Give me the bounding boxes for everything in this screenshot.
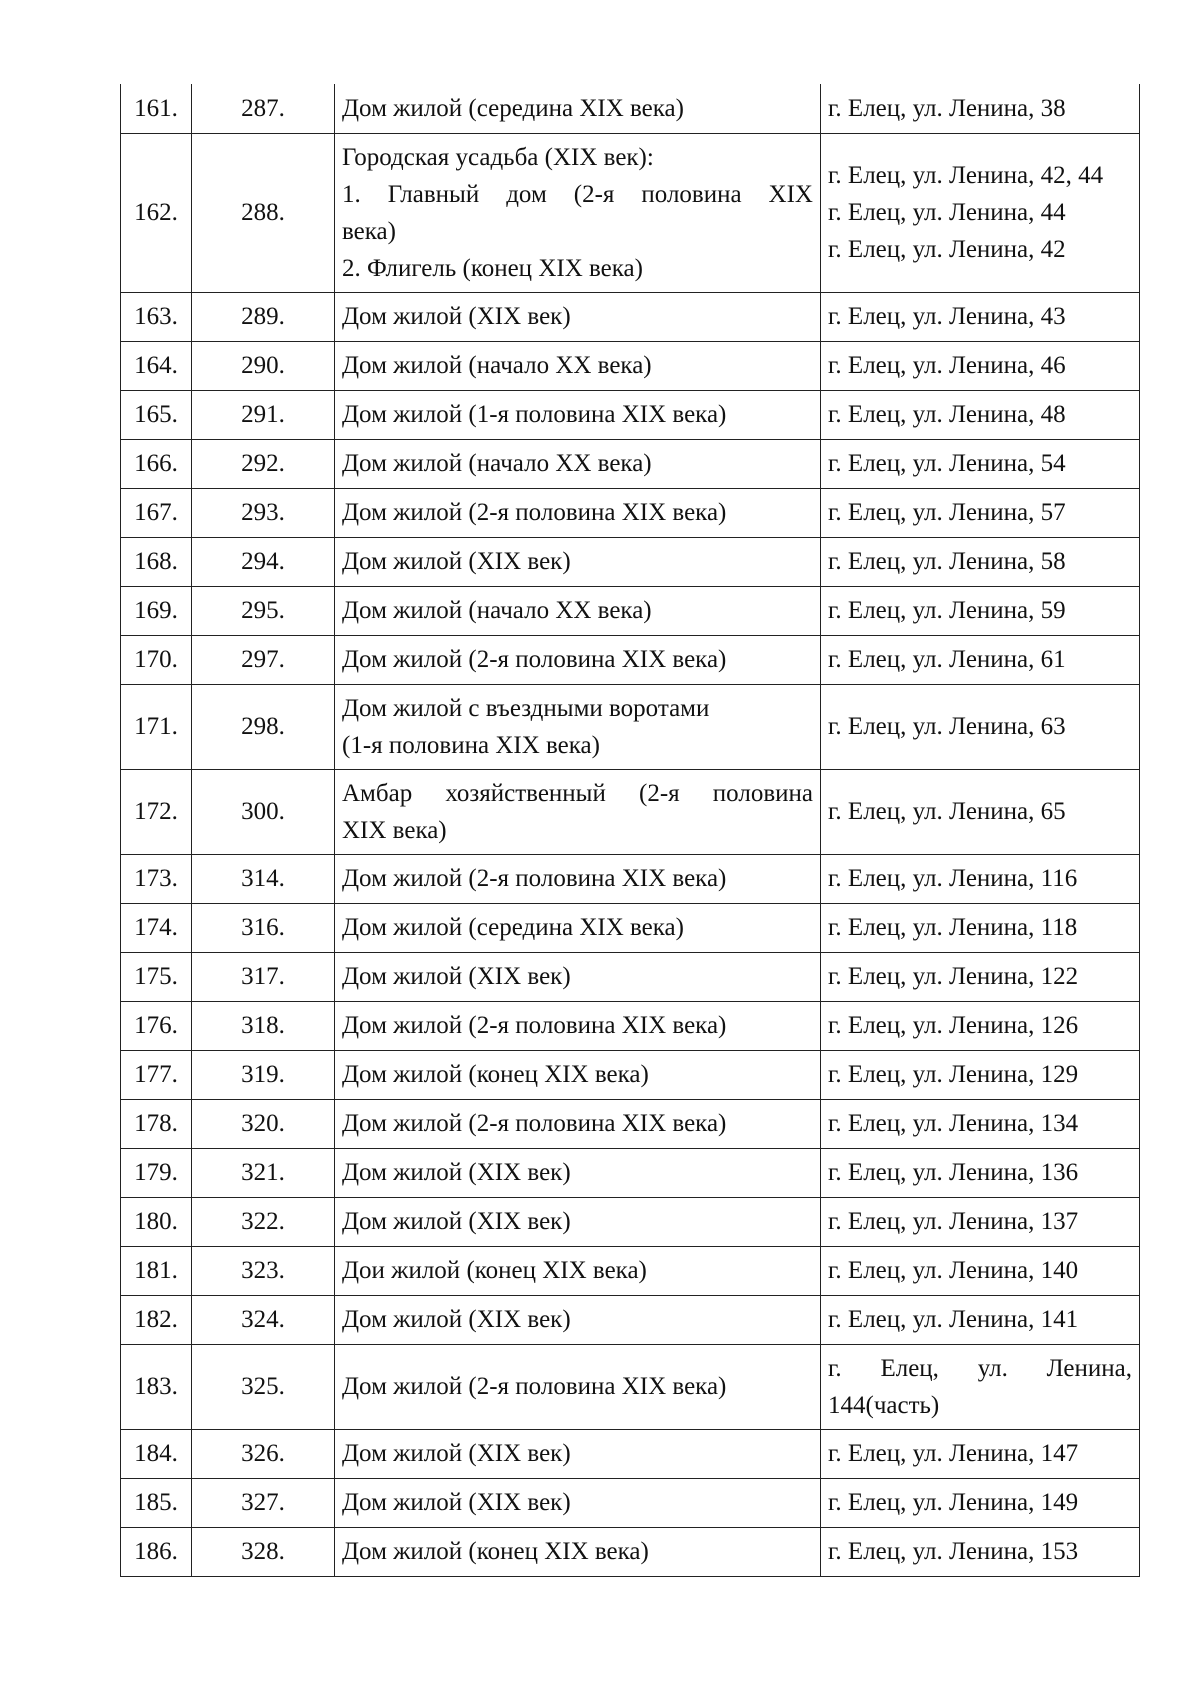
register-number-cell: 287. [192,84,335,133]
row-number-cell: 172. [121,769,192,854]
address-cell [821,1148,1140,1197]
object-name-line: Дои жилой (конец XIX века) [342,1257,647,1284]
object-name-line: Дом жилой (2-я половина XIX века) [342,1012,727,1039]
address-line: г. Елец, ул. Ленина, 42 [828,236,1066,263]
object-name-line: XIX века) [342,816,447,844]
row-number-cell: 176. [121,1001,192,1050]
object-name-line: Дом жилой (XIX век) [342,1306,571,1333]
address-line: г. Елец, ул. Ленина, 48 [828,401,1066,428]
object-name-line: Дом жилой (2-я половина XIX века) [342,1110,727,1137]
row-number-cell: 161. [121,84,192,133]
table-row [121,1148,1140,1197]
table-row [121,390,1140,439]
address-cell [821,439,1140,488]
table-row [121,1478,1140,1527]
address-cell [821,1527,1140,1576]
object-name-line: Дом жилой (XIX век) [342,1440,571,1467]
table-row [121,1099,1140,1148]
table-body [121,84,1140,1576]
table-row [121,586,1140,635]
row-number-cell: 184. [121,1429,192,1478]
address-cell [821,903,1140,952]
object-name-cell [335,1099,821,1148]
address-cell [821,952,1140,1001]
address-cell [821,488,1140,537]
address-line: г. Елец, ул. Ленина, 134 [828,1110,1079,1137]
row-number-cell: 182. [121,1295,192,1344]
row-number-cell: 167. [121,488,192,537]
address-line: г. Елец, ул. Ленина, 61 [828,646,1066,673]
object-name-cell [335,390,821,439]
object-name-cell [335,1527,821,1576]
address-cell [821,854,1140,903]
address-cell [821,1429,1140,1478]
object-name-cell [335,1295,821,1344]
address-cell [821,390,1140,439]
register-number-cell: 319. [192,1050,335,1099]
register-number-cell: 293. [192,488,335,537]
object-name-cell [335,1344,821,1429]
address-line: г. Елец, ул. Ленина, 58 [828,548,1066,575]
register-number-cell: 318. [192,1001,335,1050]
object-name-cell [335,586,821,635]
table-row [121,537,1140,586]
row-number-cell: 165. [121,390,192,439]
object-name-cell [335,1197,821,1246]
register-number-cell: 320. [192,1099,335,1148]
register-number-cell: 317. [192,952,335,1001]
object-name-cell [335,1148,821,1197]
row-number-cell: 177. [121,1050,192,1099]
object-name-line: Дом жилой (начало XX века) [342,352,652,379]
object-name-cell [335,1001,821,1050]
table-row [121,1001,1140,1050]
object-name-line: (1-я половина XIX века) [342,731,600,759]
address-line: 144(часть) [828,1391,940,1419]
object-name-cell [335,903,821,952]
object-name-line: Дом жилой (XIX век) [342,963,571,990]
address-line: г. Елец, ул. Ленина, 42, 44 [828,162,1104,189]
address-cell [821,635,1140,684]
table-row [121,488,1140,537]
row-number-cell: 168. [121,537,192,586]
table-row [121,952,1140,1001]
object-name-cell [335,537,821,586]
address-line: г. Елец, ул. Ленина, 65 [828,798,1066,825]
object-name-cell [335,439,821,488]
address-line: г. Елец, ул. Ленина, 137 [828,1208,1079,1235]
register-number-cell: 328. [192,1527,335,1576]
address-line: г. Елец, ул. Ленина, 46 [828,352,1066,379]
object-name-line: 1. Главный дом (2-я половина XIX [342,180,813,208]
address-cell [821,684,1140,769]
table-row [121,1527,1140,1576]
object-name-cell [335,292,821,341]
register-number-cell: 314. [192,854,335,903]
address-line: г. Елец, ул. Ленина, 116 [828,865,1078,892]
table-row [121,684,1140,769]
address-cell [821,1197,1140,1246]
row-number-cell: 183. [121,1344,192,1429]
register-number-cell: 294. [192,537,335,586]
address-line: г. Елец, ул. Ленина, 59 [828,597,1066,624]
register-number-cell: 300. [192,769,335,854]
object-name-line: Городская усадьба (XIX век): [342,143,654,171]
object-name-line: Дом жилой (XIX век) [342,1489,571,1516]
address-cell [821,341,1140,390]
row-number-cell: 170. [121,635,192,684]
object-name-line: Дом жилой (начало XX века) [342,450,652,477]
object-name-line: Дом жилой (2-я половина XIX века) [342,499,727,526]
table-row [121,133,1140,292]
object-name-line: Дом жилой (XIX век) [342,1208,571,1235]
table-row [121,903,1140,952]
object-name-cell [335,952,821,1001]
register-number-cell: 297. [192,635,335,684]
row-number-cell: 179. [121,1148,192,1197]
object-name-line: Дом жилой (2-я половина XIX века) [342,865,727,892]
register-number-cell: 289. [192,292,335,341]
address-cell [821,133,1140,292]
address-cell [821,1099,1140,1148]
address-cell [821,1478,1140,1527]
address-line: г. Елец, ул. Ленина, 122 [828,963,1079,990]
address-cell [821,586,1140,635]
table-row [121,1295,1140,1344]
address-line: г. Елец, ул. Ленина, 147 [828,1440,1079,1467]
row-number-cell: 181. [121,1246,192,1295]
row-number-cell: 166. [121,439,192,488]
address-line: г. Елец, ул. Ленина, 136 [828,1159,1079,1186]
address-line: г. Елец, ул. Ленина, [828,1354,1132,1382]
register-number-cell: 323. [192,1246,335,1295]
object-name-line: Дом жилой (середина XIX века) [342,914,684,941]
object-name-cell [335,84,821,133]
row-number-cell: 178. [121,1099,192,1148]
register-number-cell: 325. [192,1344,335,1429]
address-line: г. Елец, ул. Ленина, 54 [828,450,1066,477]
object-name-line: Дом жилой (1-я половина XIX века) [342,401,727,428]
object-name-line: Дом жилой (середина XIX века) [342,94,684,122]
object-name-cell [335,854,821,903]
object-name-cell [335,488,821,537]
address-line: г. Елец, ул. Ленина, 118 [828,914,1078,941]
address-cell [821,292,1140,341]
table-row [121,439,1140,488]
address-line: г. Елец, ул. Ленина, 63 [828,713,1066,740]
register-number-cell: 292. [192,439,335,488]
register-number-cell: 290. [192,341,335,390]
table-row [121,84,1140,133]
object-name-line: Дом жилой (XIX век) [342,1159,571,1186]
table-row [121,1050,1140,1099]
address-line: г. Елец, ул. Ленина, 129 [828,1061,1079,1088]
row-number-cell: 171. [121,684,192,769]
row-number-cell: 180. [121,1197,192,1246]
register-number-cell: 321. [192,1148,335,1197]
address-line: г. Елец, ул. Ленина, 149 [828,1489,1079,1516]
object-name-cell [335,635,821,684]
object-name-cell [335,769,821,854]
register-number-cell: 288. [192,133,335,292]
register-number-cell: 298. [192,684,335,769]
object-name-line: Дом жилой (конец XIX века) [342,1061,649,1088]
table-row [121,1197,1140,1246]
row-number-cell: 164. [121,341,192,390]
address-cell [821,1050,1140,1099]
object-name-line: Дом жилой (конец XIX века) [342,1538,649,1565]
object-name-line: 2. Флигель (конец XIX века) [342,254,643,282]
register-number-cell: 316. [192,903,335,952]
address-cell [821,537,1140,586]
register-number-cell: 327. [192,1478,335,1527]
table-row [121,854,1140,903]
row-number-cell: 169. [121,586,192,635]
object-name-cell [335,684,821,769]
address-line: г. Елец, ул. Ленина, 140 [828,1257,1079,1284]
table-row [121,341,1140,390]
table-row [121,635,1140,684]
address-cell [821,1344,1140,1429]
object-name-cell [335,1246,821,1295]
object-name-line: Дом жилой с въездными воротами [342,694,710,722]
object-name-cell [335,133,821,292]
register-number-cell: 326. [192,1429,335,1478]
table-row [121,1429,1140,1478]
row-number-cell: 162. [121,133,192,292]
register-number-cell: 295. [192,586,335,635]
object-name-line: Дом жилой (начало XX века) [342,597,652,624]
table-row [121,769,1140,854]
object-name-cell [335,1429,821,1478]
address-cell [821,1001,1140,1050]
row-number-cell: 185. [121,1478,192,1527]
row-number-cell: 175. [121,952,192,1001]
address-line: г. Елец, ул. Ленина, 126 [828,1012,1079,1039]
row-number-cell: 174. [121,903,192,952]
address-line: г. Елец, ул. Ленина, 44 [828,199,1066,226]
table-row [121,292,1140,341]
address-cell [821,84,1140,133]
object-name-line: Дом жилой (XIX век) [342,548,571,575]
object-name-cell [335,1478,821,1527]
row-number-cell: 163. [121,292,192,341]
object-name-line: Дом жилой (XIX век) [342,303,571,330]
address-line: г. Елец, ул. Ленина, 43 [828,303,1066,330]
row-number-cell: 173. [121,854,192,903]
table-row [121,1246,1140,1295]
address-line: г. Елец, ул. Ленина, 141 [828,1306,1079,1333]
address-line: г. Елец, ул. Ленина, 57 [828,499,1066,526]
address-cell [821,1246,1140,1295]
address-cell [821,769,1140,854]
object-name-cell [335,341,821,390]
register-number-cell: 322. [192,1197,335,1246]
address-cell [821,1295,1140,1344]
table-row [121,1344,1140,1429]
object-name-line: Дом жилой (2-я половина XIX века) [342,646,727,673]
object-name-cell [335,1050,821,1099]
address-line: г. Елец, ул. Ленина, 38 [828,94,1066,122]
object-name-line: Амбар хозяйственный (2-я половина [342,779,813,807]
document-page [120,84,1138,1577]
row-number-cell: 186. [121,1527,192,1576]
address-line: г. Елец, ул. Ленина, 153 [828,1538,1079,1565]
object-name-line: Дом жилой (2-я половина XIX века) [342,1373,727,1400]
register-number-cell: 324. [192,1295,335,1344]
heritage-objects-table [120,84,1140,1577]
register-number-cell: 291. [192,390,335,439]
object-name-line: века) [342,217,396,245]
